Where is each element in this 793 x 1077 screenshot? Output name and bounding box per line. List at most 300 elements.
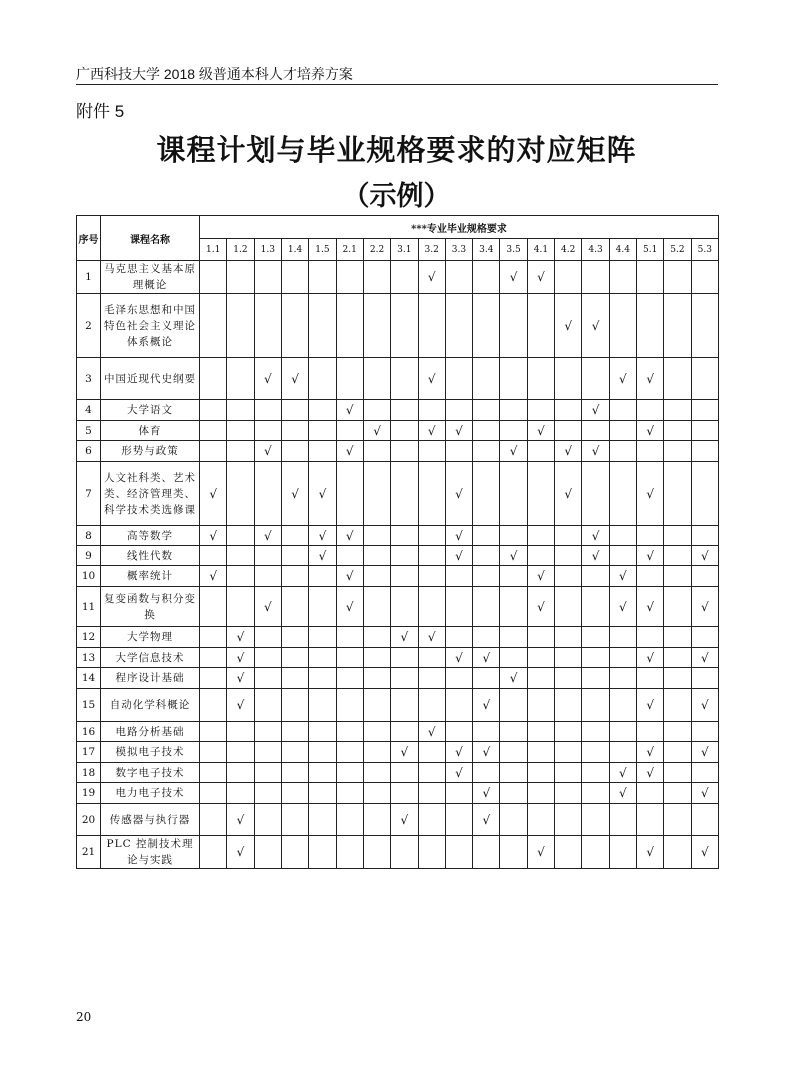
empty-cell xyxy=(500,462,527,526)
check-mark: √ xyxy=(609,566,636,587)
empty-cell xyxy=(664,566,691,587)
header-text: 广西科技大学 2018 级普通本科人才培养方案 xyxy=(76,66,353,82)
check-mark: √ xyxy=(254,441,281,462)
empty-cell xyxy=(527,462,554,526)
row-number: 15 xyxy=(77,689,101,722)
empty-cell xyxy=(609,421,636,441)
empty-cell xyxy=(363,462,390,526)
check-mark: √ xyxy=(555,294,582,358)
check-mark: √ xyxy=(336,400,363,421)
check-mark: √ xyxy=(555,462,582,526)
empty-cell xyxy=(582,627,609,648)
check-mark: √ xyxy=(609,358,636,400)
row-number: 6 xyxy=(77,441,101,462)
check-mark: √ xyxy=(691,742,718,763)
table-row xyxy=(77,358,719,400)
empty-cell xyxy=(254,804,281,836)
table-row xyxy=(77,462,719,526)
empty-cell xyxy=(609,742,636,763)
empty-cell xyxy=(500,742,527,763)
empty-cell xyxy=(391,421,418,441)
empty-cell xyxy=(527,804,554,836)
matrix-body xyxy=(77,261,719,869)
empty-cell xyxy=(281,441,308,462)
table-row xyxy=(77,566,719,587)
empty-cell xyxy=(254,722,281,742)
row-number: 17 xyxy=(77,742,101,763)
empty-cell xyxy=(281,566,308,587)
empty-cell xyxy=(664,400,691,421)
empty-cell xyxy=(609,526,636,546)
empty-cell xyxy=(637,441,664,462)
empty-cell xyxy=(418,441,445,462)
empty-cell xyxy=(555,763,582,783)
empty-cell xyxy=(637,566,664,587)
table-row xyxy=(77,294,719,358)
check-mark: √ xyxy=(473,783,500,804)
empty-cell xyxy=(336,462,363,526)
check-mark: √ xyxy=(473,689,500,722)
check-mark: √ xyxy=(527,587,554,627)
requirement-code: 3.1 xyxy=(391,239,418,261)
empty-cell xyxy=(582,722,609,742)
empty-cell xyxy=(500,294,527,358)
empty-cell xyxy=(691,261,718,294)
empty-cell xyxy=(200,804,227,836)
empty-cell xyxy=(254,400,281,421)
empty-cell xyxy=(418,400,445,421)
empty-cell xyxy=(418,783,445,804)
empty-cell xyxy=(664,421,691,441)
check-mark: √ xyxy=(473,742,500,763)
empty-cell xyxy=(527,763,554,783)
empty-cell xyxy=(227,462,254,526)
empty-cell xyxy=(445,587,472,627)
empty-cell xyxy=(664,668,691,689)
empty-cell xyxy=(254,566,281,587)
empty-cell xyxy=(555,566,582,587)
empty-cell xyxy=(391,587,418,627)
check-mark: √ xyxy=(473,648,500,668)
empty-cell xyxy=(664,441,691,462)
requirement-code: 4.2 xyxy=(555,239,582,261)
empty-cell xyxy=(281,689,308,722)
empty-cell xyxy=(445,294,472,358)
check-mark: √ xyxy=(555,441,582,462)
empty-cell xyxy=(309,587,336,627)
check-mark: √ xyxy=(527,261,554,294)
empty-cell xyxy=(391,294,418,358)
empty-cell xyxy=(473,421,500,441)
empty-cell xyxy=(281,546,308,566)
empty-cell xyxy=(281,261,308,294)
empty-cell xyxy=(391,400,418,421)
check-mark: √ xyxy=(445,421,472,441)
empty-cell xyxy=(200,546,227,566)
empty-cell xyxy=(555,689,582,722)
empty-cell xyxy=(418,742,445,763)
empty-cell xyxy=(555,627,582,648)
empty-cell xyxy=(363,400,390,421)
empty-cell xyxy=(309,836,336,869)
empty-cell xyxy=(555,546,582,566)
check-mark: √ xyxy=(609,783,636,804)
empty-cell xyxy=(445,261,472,294)
empty-cell xyxy=(200,294,227,358)
empty-cell xyxy=(227,546,254,566)
requirement-code: 5.2 xyxy=(664,239,691,261)
check-mark: √ xyxy=(391,742,418,763)
empty-cell xyxy=(527,526,554,546)
row-number: 19 xyxy=(77,783,101,804)
empty-cell xyxy=(336,261,363,294)
empty-cell xyxy=(609,648,636,668)
empty-cell xyxy=(418,689,445,722)
check-mark: √ xyxy=(227,627,254,648)
empty-cell xyxy=(637,400,664,421)
course-name: 体育 xyxy=(101,421,200,441)
empty-cell xyxy=(254,261,281,294)
empty-cell xyxy=(227,261,254,294)
empty-cell xyxy=(555,722,582,742)
check-mark: √ xyxy=(609,587,636,627)
check-mark: √ xyxy=(254,587,281,627)
check-mark: √ xyxy=(637,763,664,783)
empty-cell xyxy=(637,294,664,358)
empty-cell xyxy=(418,668,445,689)
table-row xyxy=(77,804,719,836)
empty-cell xyxy=(363,783,390,804)
empty-cell xyxy=(691,804,718,836)
check-mark: √ xyxy=(418,421,445,441)
empty-cell xyxy=(555,742,582,763)
empty-cell xyxy=(363,722,390,742)
check-mark: √ xyxy=(227,648,254,668)
empty-cell xyxy=(281,627,308,648)
empty-cell xyxy=(254,627,281,648)
empty-cell xyxy=(527,783,554,804)
empty-cell xyxy=(691,763,718,783)
empty-cell xyxy=(227,358,254,400)
empty-cell xyxy=(555,783,582,804)
empty-cell xyxy=(445,689,472,722)
empty-cell xyxy=(309,668,336,689)
empty-cell xyxy=(691,441,718,462)
check-mark: √ xyxy=(637,836,664,869)
empty-cell xyxy=(309,783,336,804)
requirement-code: 3.3 xyxy=(445,239,472,261)
empty-cell xyxy=(227,722,254,742)
check-mark: √ xyxy=(227,804,254,836)
empty-cell xyxy=(445,358,472,400)
empty-cell xyxy=(555,587,582,627)
row-number: 13 xyxy=(77,648,101,668)
empty-cell xyxy=(391,668,418,689)
empty-cell xyxy=(391,546,418,566)
empty-cell xyxy=(473,546,500,566)
empty-cell xyxy=(309,400,336,421)
empty-cell xyxy=(391,462,418,526)
empty-cell xyxy=(309,421,336,441)
empty-cell xyxy=(609,722,636,742)
empty-cell xyxy=(336,763,363,783)
check-mark: √ xyxy=(445,546,472,566)
check-mark: √ xyxy=(609,763,636,783)
course-name: 大学信息技术 xyxy=(101,648,200,668)
empty-cell xyxy=(200,421,227,441)
row-number: 10 xyxy=(77,566,101,587)
empty-cell xyxy=(691,421,718,441)
empty-cell xyxy=(200,648,227,668)
empty-cell xyxy=(555,836,582,869)
requirement-code: 1.3 xyxy=(254,239,281,261)
course-name: 高等数学 xyxy=(101,526,200,546)
empty-cell xyxy=(227,566,254,587)
empty-cell xyxy=(445,441,472,462)
row-number: 11 xyxy=(77,587,101,627)
check-mark: √ xyxy=(691,783,718,804)
course-name: 线性代数 xyxy=(101,546,200,566)
empty-cell xyxy=(609,294,636,358)
empty-cell xyxy=(582,689,609,722)
page-header xyxy=(76,58,718,85)
empty-cell xyxy=(445,722,472,742)
empty-cell xyxy=(582,358,609,400)
empty-cell xyxy=(227,783,254,804)
table-row xyxy=(77,261,719,294)
empty-cell xyxy=(418,836,445,869)
empty-cell xyxy=(664,627,691,648)
empty-cell xyxy=(281,763,308,783)
empty-cell xyxy=(391,783,418,804)
empty-cell xyxy=(609,441,636,462)
course-name: 程序设计基础 xyxy=(101,668,200,689)
check-mark: √ xyxy=(527,421,554,441)
check-mark: √ xyxy=(418,627,445,648)
empty-cell xyxy=(200,358,227,400)
empty-cell xyxy=(473,763,500,783)
table-row xyxy=(77,722,719,742)
empty-cell xyxy=(254,421,281,441)
course-name: 复变函数与积分变换 xyxy=(101,587,200,627)
check-mark: √ xyxy=(336,526,363,546)
empty-cell xyxy=(527,294,554,358)
empty-cell xyxy=(254,462,281,526)
empty-cell xyxy=(363,294,390,358)
check-mark: √ xyxy=(500,441,527,462)
course-name: 大学语文 xyxy=(101,400,200,421)
empty-cell xyxy=(281,668,308,689)
empty-cell xyxy=(527,400,554,421)
course-name: 大学物理 xyxy=(101,627,200,648)
course-name: 人文社科类、艺术类、经济管理类、科学技术类选修课 xyxy=(101,462,200,526)
empty-cell xyxy=(473,261,500,294)
row-number: 12 xyxy=(77,627,101,648)
row-number: 4 xyxy=(77,400,101,421)
empty-cell xyxy=(500,722,527,742)
empty-cell xyxy=(309,441,336,462)
empty-cell xyxy=(691,400,718,421)
check-mark: √ xyxy=(445,763,472,783)
empty-cell xyxy=(363,668,390,689)
check-mark: √ xyxy=(445,526,472,546)
empty-cell xyxy=(309,566,336,587)
empty-cell xyxy=(500,421,527,441)
empty-cell xyxy=(336,421,363,441)
empty-cell xyxy=(691,294,718,358)
empty-cell xyxy=(500,763,527,783)
empty-cell xyxy=(445,783,472,804)
empty-cell xyxy=(500,689,527,722)
empty-cell xyxy=(418,763,445,783)
empty-cell xyxy=(473,526,500,546)
row-number: 8 xyxy=(77,526,101,546)
empty-cell xyxy=(500,526,527,546)
empty-cell xyxy=(200,627,227,648)
requirement-code: 3.2 xyxy=(418,239,445,261)
empty-cell xyxy=(445,566,472,587)
check-mark: √ xyxy=(637,421,664,441)
empty-cell xyxy=(391,648,418,668)
empty-cell xyxy=(527,358,554,400)
requirement-code: 1.1 xyxy=(200,239,227,261)
empty-cell xyxy=(281,400,308,421)
empty-cell xyxy=(527,546,554,566)
empty-cell xyxy=(664,546,691,566)
empty-cell xyxy=(637,804,664,836)
empty-cell xyxy=(500,400,527,421)
empty-cell xyxy=(227,587,254,627)
empty-cell xyxy=(336,358,363,400)
empty-cell xyxy=(527,742,554,763)
empty-cell xyxy=(363,836,390,869)
requirement-code: 2.2 xyxy=(363,239,390,261)
empty-cell xyxy=(281,742,308,763)
empty-cell xyxy=(391,441,418,462)
empty-cell xyxy=(473,294,500,358)
empty-cell xyxy=(582,668,609,689)
empty-cell xyxy=(500,836,527,869)
empty-cell xyxy=(391,526,418,546)
empty-cell xyxy=(418,587,445,627)
empty-cell xyxy=(582,763,609,783)
empty-cell xyxy=(227,294,254,358)
row-number: 18 xyxy=(77,763,101,783)
course-name: 电路分析基础 xyxy=(101,722,200,742)
empty-cell xyxy=(582,462,609,526)
empty-cell xyxy=(445,804,472,836)
empty-cell xyxy=(418,462,445,526)
check-mark: √ xyxy=(418,261,445,294)
empty-cell xyxy=(418,546,445,566)
empty-cell xyxy=(582,836,609,869)
empty-cell xyxy=(363,804,390,836)
empty-cell xyxy=(309,294,336,358)
course-name: 电力电子技术 xyxy=(101,783,200,804)
row-number: 9 xyxy=(77,546,101,566)
empty-cell xyxy=(609,804,636,836)
empty-cell xyxy=(473,627,500,648)
table-row xyxy=(77,421,719,441)
empty-cell xyxy=(555,421,582,441)
course-requirement-matrix xyxy=(76,215,719,869)
empty-cell xyxy=(664,462,691,526)
check-mark: √ xyxy=(445,742,472,763)
empty-cell xyxy=(418,526,445,546)
empty-cell xyxy=(391,722,418,742)
empty-cell xyxy=(391,689,418,722)
empty-cell xyxy=(336,546,363,566)
empty-cell xyxy=(637,668,664,689)
check-mark: √ xyxy=(691,546,718,566)
empty-cell xyxy=(500,566,527,587)
empty-cell xyxy=(336,722,363,742)
empty-cell xyxy=(609,627,636,648)
empty-cell xyxy=(664,804,691,836)
empty-cell xyxy=(664,294,691,358)
course-name: PLC 控制技术理论与实践 xyxy=(101,836,200,869)
empty-cell xyxy=(637,261,664,294)
check-mark: √ xyxy=(200,526,227,546)
empty-cell xyxy=(691,526,718,546)
empty-cell xyxy=(445,668,472,689)
empty-cell xyxy=(254,294,281,358)
check-mark: √ xyxy=(309,462,336,526)
check-mark: √ xyxy=(227,836,254,869)
check-mark: √ xyxy=(309,526,336,546)
course-name: 概率统计 xyxy=(101,566,200,587)
empty-cell xyxy=(609,462,636,526)
empty-cell xyxy=(664,722,691,742)
check-mark: √ xyxy=(500,546,527,566)
empty-cell xyxy=(555,400,582,421)
check-mark: √ xyxy=(281,462,308,526)
empty-cell xyxy=(227,742,254,763)
document-title: 课程计划与毕业规格要求的对应矩阵 xyxy=(156,133,637,167)
empty-cell xyxy=(527,668,554,689)
empty-cell xyxy=(664,763,691,783)
header-no: 序号 xyxy=(77,216,101,261)
empty-cell xyxy=(200,400,227,421)
course-name: 中国近现代史纲要 xyxy=(101,358,200,400)
check-mark: √ xyxy=(637,689,664,722)
empty-cell xyxy=(582,742,609,763)
table-row xyxy=(77,546,719,566)
empty-cell xyxy=(227,441,254,462)
check-mark: √ xyxy=(637,587,664,627)
requirement-code: 2.1 xyxy=(336,239,363,261)
empty-cell xyxy=(363,546,390,566)
course-name: 马克思主义基本原理概论 xyxy=(101,261,200,294)
empty-cell xyxy=(336,668,363,689)
check-mark: √ xyxy=(391,627,418,648)
empty-cell xyxy=(336,742,363,763)
empty-cell xyxy=(473,566,500,587)
empty-cell xyxy=(664,689,691,722)
empty-cell xyxy=(281,722,308,742)
requirement-code: 4.1 xyxy=(527,239,554,261)
check-mark: √ xyxy=(637,462,664,526)
empty-cell xyxy=(555,668,582,689)
empty-cell xyxy=(637,526,664,546)
check-mark: √ xyxy=(200,566,227,587)
empty-cell xyxy=(281,804,308,836)
empty-cell xyxy=(363,689,390,722)
empty-cell xyxy=(582,566,609,587)
empty-cell xyxy=(309,358,336,400)
empty-cell xyxy=(609,546,636,566)
empty-cell xyxy=(473,722,500,742)
